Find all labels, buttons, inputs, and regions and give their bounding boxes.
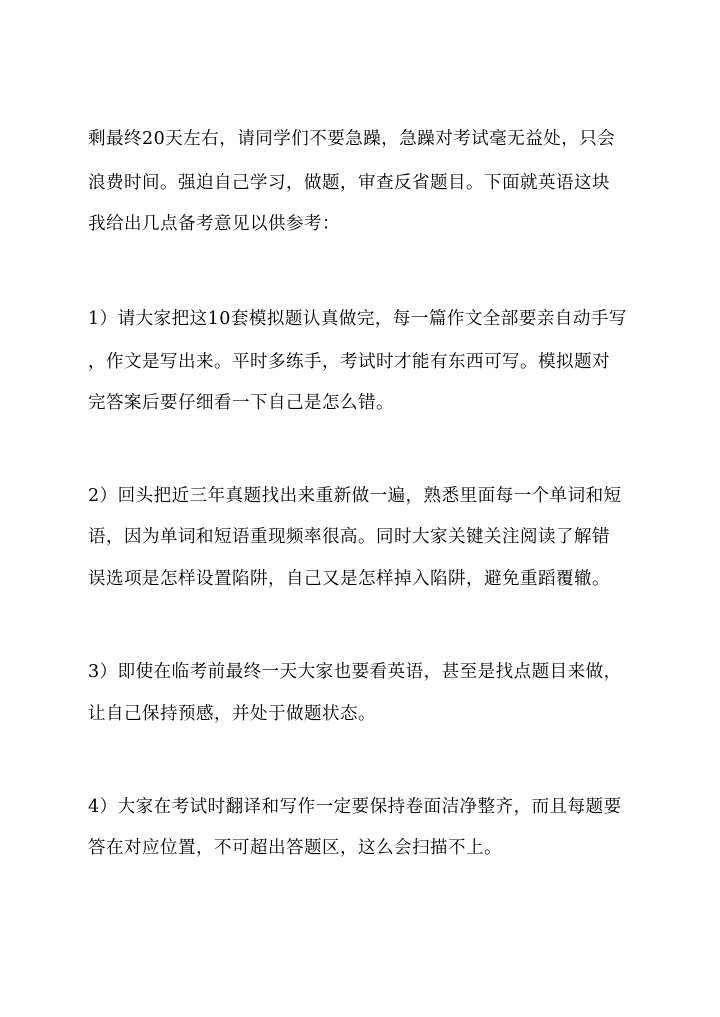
point-1-line-1: 1）请大家把这10套模拟题认真做完，每一篇作文全部要亲自动手写 [88, 309, 627, 329]
point-1-line-2: ，作文是写出来。平时多练手，考试时才能有东西可写。模拟题对 [88, 352, 610, 372]
intro-line-3: 我给出几点备考意见以供参考： [88, 214, 340, 234]
point-4-line-2: 答在对应位置，不可超出答题区，这么会扫描不上。 [88, 838, 502, 858]
point-3-line-2: 让自己保持预感，并处于做题状态。 [88, 704, 376, 724]
point-2-line-1: 2）回头把近三年真题找出来重新做一遍，熟悉里面每一个单词和短 [88, 486, 622, 506]
intro-line-2: 浪费时间。强迫自己学习，做题，审查反省题目。下面就英语这块 [88, 173, 610, 193]
point-2-line-2: 语，因为单词和短语重现频率很高。同时大家关键关注阅读了解错 [88, 527, 610, 547]
point-3-line-1: 3）即使在临考前最终一天大家也要看英语，甚至是找点题目来做， [88, 662, 622, 682]
point-1-line-3: 完答案后要仔细看一下自己是怎么错。 [88, 393, 394, 413]
intro-line-1: 剩最终20天左右，请同学们不要急躁，急躁对考试毫无益处，只会 [88, 129, 616, 149]
point-4-line-1: 4）大家在考试时翻译和写作一定要保持卷面洁净整齐，而且每题要 [88, 797, 622, 817]
point-2-line-3: 误选项是怎样设置陷阱，自己又是怎样掉入陷阱，避免重蹈覆辙。 [88, 569, 610, 589]
